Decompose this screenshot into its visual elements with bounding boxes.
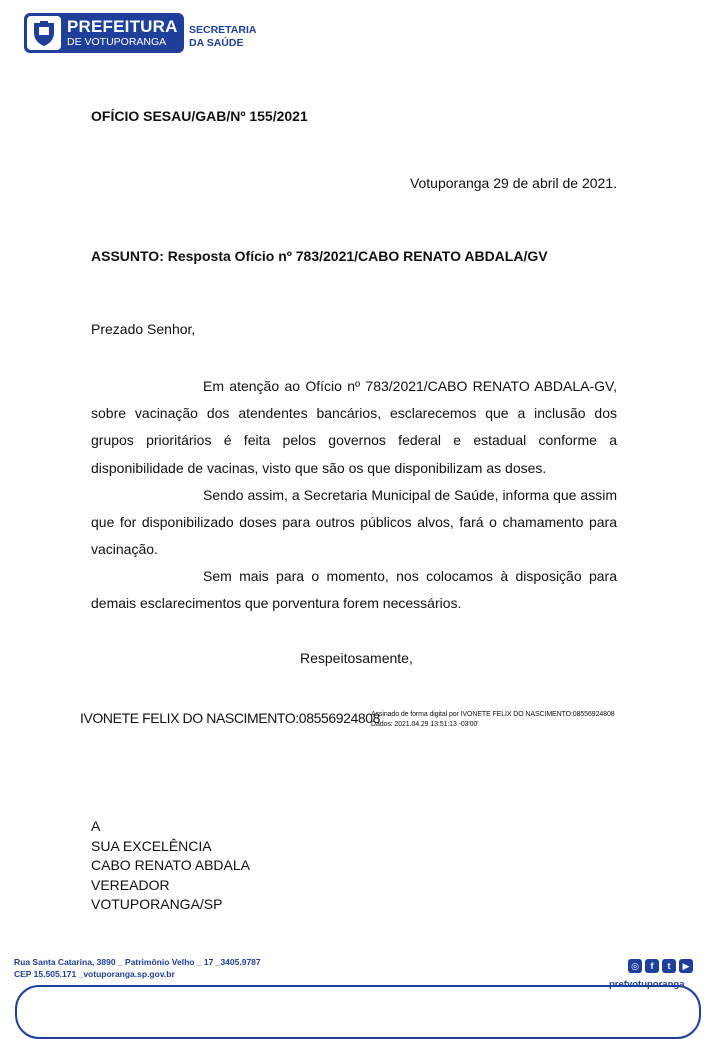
logo-title: PREFEITURA [67,17,178,37]
recipient-line: CABO RENATO ABDALA [91,857,250,874]
letter-greeting: Prezado Senhor, [91,321,196,337]
signature-signed-by: Assinado de forma digital por IVONETE FELIX DO NASCIMENTO:08556924808 [371,711,615,718]
body-paragraph-1 [91,373,617,482]
recipient-line: VEREADOR [91,876,170,893]
signature-date: Dados: 2021.04.29 13:51:13 -03'00' [371,721,479,728]
department-line-2: DA SAÚDE [189,37,244,49]
footer-address-line-2: CEP 15.505.171 _votuporanga.sp.gov.br [14,969,175,979]
twitter-icon[interactable]: t [662,959,676,973]
letter-reference: OFÍCIO SESAU/GAB/Nº 155/2021 [91,108,308,124]
recipient-line: A [91,818,101,834]
facebook-icon[interactable]: f [645,959,659,973]
letter-closing: Respeitosamente, [300,650,413,666]
paragraph-text: Sem mais para o momento, nos colocamos à disposição para demais esclarecimentos que porventura forem necessários. [91,568,617,612]
social-handle: prefvotuporanga [609,979,685,990]
city-crest-icon [27,16,61,50]
signer-name: IVONETE FELIX DO NASCIMENTO:08556924808 [80,710,381,726]
youtube-icon[interactable]: ▶ [679,959,693,973]
recipient-block [91,817,250,915]
paragraph-text: Em atenção ao Ofício nº 783/2021/CABO RENATO ABDALA-GV, sobre vacinação dos atendentes bancários, esclarecemos que a inclusão dos grupos prioritários é feita pelos governos federal e estadual conforme a disponibilidade de vacinas, visto que são os que disponibilizam as doses. [91,378,617,476]
recipient-line: SUA EXCELÊNCIA [91,837,212,854]
department-name [189,24,256,50]
body-paragraph-2 [91,482,617,564]
footer-border [15,985,701,1039]
recipient-line: VOTUPORANGA/SP [91,896,223,913]
prefeitura-logo [24,13,184,53]
paragraph-text: Sendo assim, a Secretaria Municipal de Saúde, informa que assim que for disponibilizado doses para outros públicos alvos, fará o chamamento para vacinação. [91,487,617,558]
logo-subtitle: DE VOTUPORANGA [67,36,167,49]
letter-date: Votuporanga 29 de abril de 2021. [409,175,617,191]
body-paragraph-3 [91,563,617,617]
footer-address-line-1: Rua Santa Catarina, 3890 _ Patrimônio Velho _ 17 _3405.9787 [14,957,261,967]
letter-subject: ASSUNTO: Resposta Ofício nº 783/2021/CABO RENATO ABDALA/GV [91,248,548,264]
digital-signature-info [371,710,615,730]
department-line-1: SECRETARIA [189,24,257,36]
instagram-icon[interactable]: ◎ [628,959,642,973]
social-links [628,959,693,973]
footer-address [14,956,261,980]
